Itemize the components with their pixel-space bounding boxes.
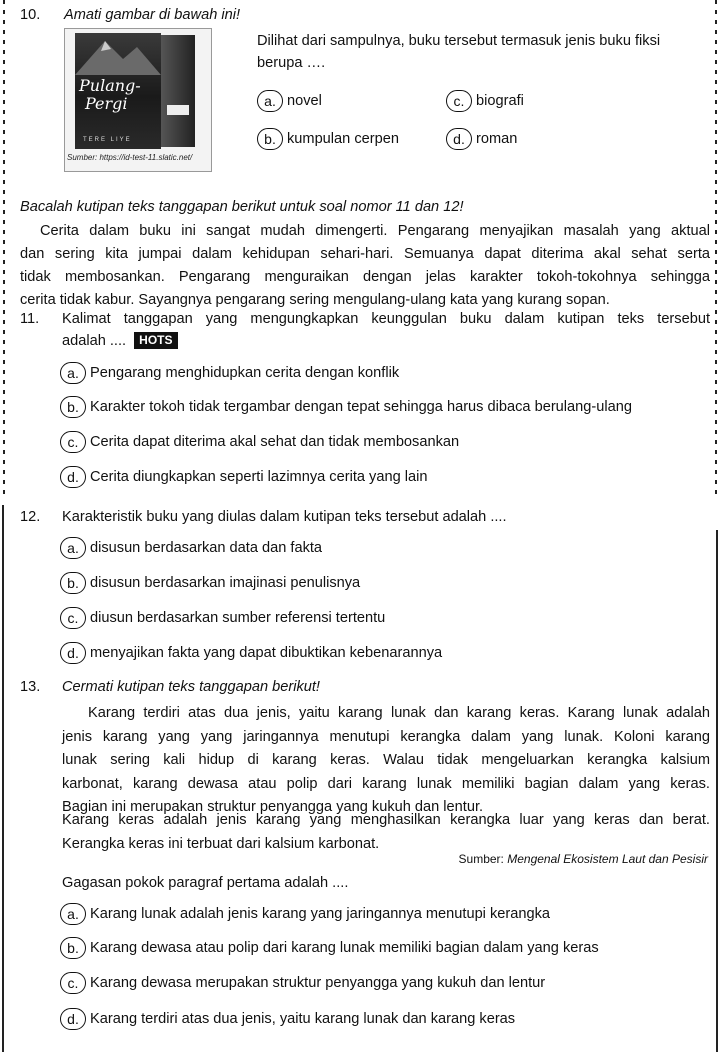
q13-p2-line: Karang keras adalah jenis karang yang menghasilkan kerangka luar yang keras dan berat. — [62, 812, 710, 828]
q13-paragraph1 — [62, 702, 710, 820]
q12-number: 12. — [20, 509, 41, 525]
q10-question-line1: Dilihat dari sampulnya, buku tersebut termasuk jenis buku fiksi — [257, 33, 661, 49]
hots-badge: HOTS — [134, 332, 177, 349]
q11-number: 11. — [20, 311, 40, 327]
q10-option-c[interactable] — [446, 90, 524, 112]
source-title: Mengenal Ekosistem Laut dan Pesisir — [507, 852, 708, 866]
option-letter: c. — [446, 90, 472, 112]
option-text: novel — [287, 92, 322, 109]
option-text: disusun berdasarkan data dan fakta — [90, 539, 323, 556]
passage-line: dan sering kita jumpai dalam kehidupan sehari-hari. Semuanya dapat diterima akal sehat serta — [20, 246, 710, 262]
option-text: biografi — [476, 92, 524, 109]
option-letter: c. — [60, 607, 86, 629]
option-letter: d. — [60, 1008, 86, 1030]
option-text: Pengarang menghidupkan cerita dengan konflik — [90, 364, 400, 381]
option-letter: a. — [60, 537, 86, 559]
option-letter: a. — [60, 903, 86, 925]
option-text: roman — [476, 130, 518, 147]
mountain-icon — [75, 35, 161, 75]
q13-p1-line: Karang terdiri atas dua jenis, yaitu karang lunak dan karang keras. Karang lunak adalah — [88, 705, 710, 721]
option-letter: d. — [446, 128, 472, 150]
option-letter: d. — [60, 466, 86, 488]
source-label: Sumber: — [458, 852, 508, 866]
option-letter: c. — [60, 972, 86, 994]
q10-question-line2: berupa …. — [257, 55, 326, 71]
q13-p1-line: jenis karang yang yang jaringannya menutupi kerangka dalam yang lunak. Koloni karang — [62, 728, 710, 745]
option-text: disusun berdasarkan imajinasi penulisnya — [90, 574, 361, 591]
q10-option-d[interactable] — [446, 128, 517, 150]
page-border-right — [716, 530, 718, 1052]
option-text: kumpulan cerpen — [287, 130, 399, 147]
passage-line: Cerita dalam buku ini sangat mudah dimengerti. Pengarang menyajikan masalah yang aktual — [40, 223, 710, 239]
image-source: Sumber: https://id-test-11.slatic.net/ — [67, 153, 193, 162]
q13-number: 13. — [20, 679, 41, 695]
book-back — [161, 35, 195, 147]
q13-p1-line: karbonat, karang dewasa atau polip dari karang lunak memiliki bagian dalam yang keras. — [62, 775, 710, 792]
option-text: Karakter tokoh tidak tergambar dengan tepat sehingga harus dibaca berulang-ulang — [90, 398, 632, 415]
q11-option-a[interactable] — [60, 362, 399, 384]
q13-paragraph2 — [62, 809, 710, 856]
q13-question: Gagasan pokok paragraf pertama adalah .... — [62, 875, 349, 891]
page-border-left — [2, 505, 4, 1052]
q13-option-c[interactable] — [60, 972, 545, 994]
q13-option-a[interactable] — [60, 903, 550, 925]
q11-question-text: adalah .... — [62, 333, 127, 349]
q13-instruction: Cermati kutipan teks tanggapan berikut! — [62, 679, 320, 695]
option-text: Cerita dapat diterima akal sehat dan tidak membosankan — [90, 433, 460, 450]
option-text: Karang terdiri atas dua jenis, yaitu karang lunak dan karang keras — [90, 1010, 516, 1027]
book-title-line2: Pergi — [85, 94, 128, 113]
q10-option-b[interactable] — [257, 128, 399, 150]
q12-question: Karakteristik buku yang diulas dalam kutipan teks tersebut adalah .... — [62, 509, 507, 525]
q11-question-line2 — [62, 332, 178, 350]
option-letter: a. — [257, 90, 283, 112]
option-text: diusun berdasarkan sumber referensi tertentu — [90, 609, 386, 626]
q11-option-b[interactable] — [60, 396, 632, 418]
option-text: Karang lunak adalah jenis karang yang jaringannya menutupi kerangka — [90, 905, 551, 922]
passage-line: tidak membosankan. Pengarang menguraikan dengan jelas karakter tokoh-tokohnya sehingga — [20, 269, 710, 285]
option-letter: b. — [60, 937, 86, 959]
q12-option-c[interactable] — [60, 607, 385, 629]
q13-p2-line: Kerangka keras ini terbuat dari kalsium karbonat. — [62, 835, 380, 852]
option-letter: d. — [60, 642, 86, 664]
q13-option-b[interactable] — [60, 937, 599, 959]
q13-option-d[interactable] — [60, 1008, 515, 1030]
book-cover-image — [64, 28, 212, 172]
book-title-line1: Pulang- — [79, 76, 141, 95]
barcode-icon — [167, 105, 189, 115]
option-text: Karang dewasa atau polip dari karang lunak memiliki bagian dalam yang keras — [90, 939, 599, 956]
book-author: TERE LIYE — [83, 137, 132, 143]
passage-heading: Bacalah kutipan teks tanggapan berikut untuk soal nomor 11 dan 12! — [20, 199, 464, 215]
q12-option-b[interactable] — [60, 572, 360, 594]
option-letter: b. — [257, 128, 283, 150]
q10-instruction: Amati gambar di bawah ini! — [64, 7, 241, 23]
option-letter: a. — [60, 362, 86, 384]
q13-p1-line: Bagian ini merupakan struktur penyangga yang kukuh dan lentur. — [62, 799, 484, 815]
option-text: Cerita diungkapkan seperti lazimnya cerita yang lain — [90, 468, 428, 485]
q11-option-c[interactable] — [60, 431, 459, 453]
cut-line-left — [3, 0, 5, 500]
option-letter: b. — [60, 572, 86, 594]
q10-number: 10. — [20, 7, 41, 23]
option-letter: b. — [60, 396, 86, 418]
q13-source — [459, 852, 708, 867]
cut-line-right — [715, 0, 717, 500]
q11-question-line1: Kalimat tanggapan yang mengungkapkan keunggulan buku dalam kutipan teks tersebut — [62, 311, 710, 327]
passage-line: cerita tidak kabur. Sayangnya pengarang sering mengulang-ulang kata yang kurang sopan. — [20, 292, 610, 308]
q13-p1-line: lunak sering kali hidup di karang keras. Walau tidak mengeluarkan kerangka kalsium — [62, 752, 710, 768]
option-letter: c. — [60, 431, 86, 453]
q10-option-a[interactable] — [257, 90, 322, 112]
q11-option-d[interactable] — [60, 466, 427, 488]
q12-option-d[interactable] — [60, 642, 442, 664]
passage — [20, 220, 710, 312]
option-text: Karang dewasa merupakan struktur penyangga yang kukuh dan lentur — [90, 974, 546, 991]
q12-option-a[interactable] — [60, 537, 322, 559]
option-text: menyajikan fakta yang dapat dibuktikan kebenarannya — [90, 644, 443, 661]
book-front — [75, 33, 161, 149]
